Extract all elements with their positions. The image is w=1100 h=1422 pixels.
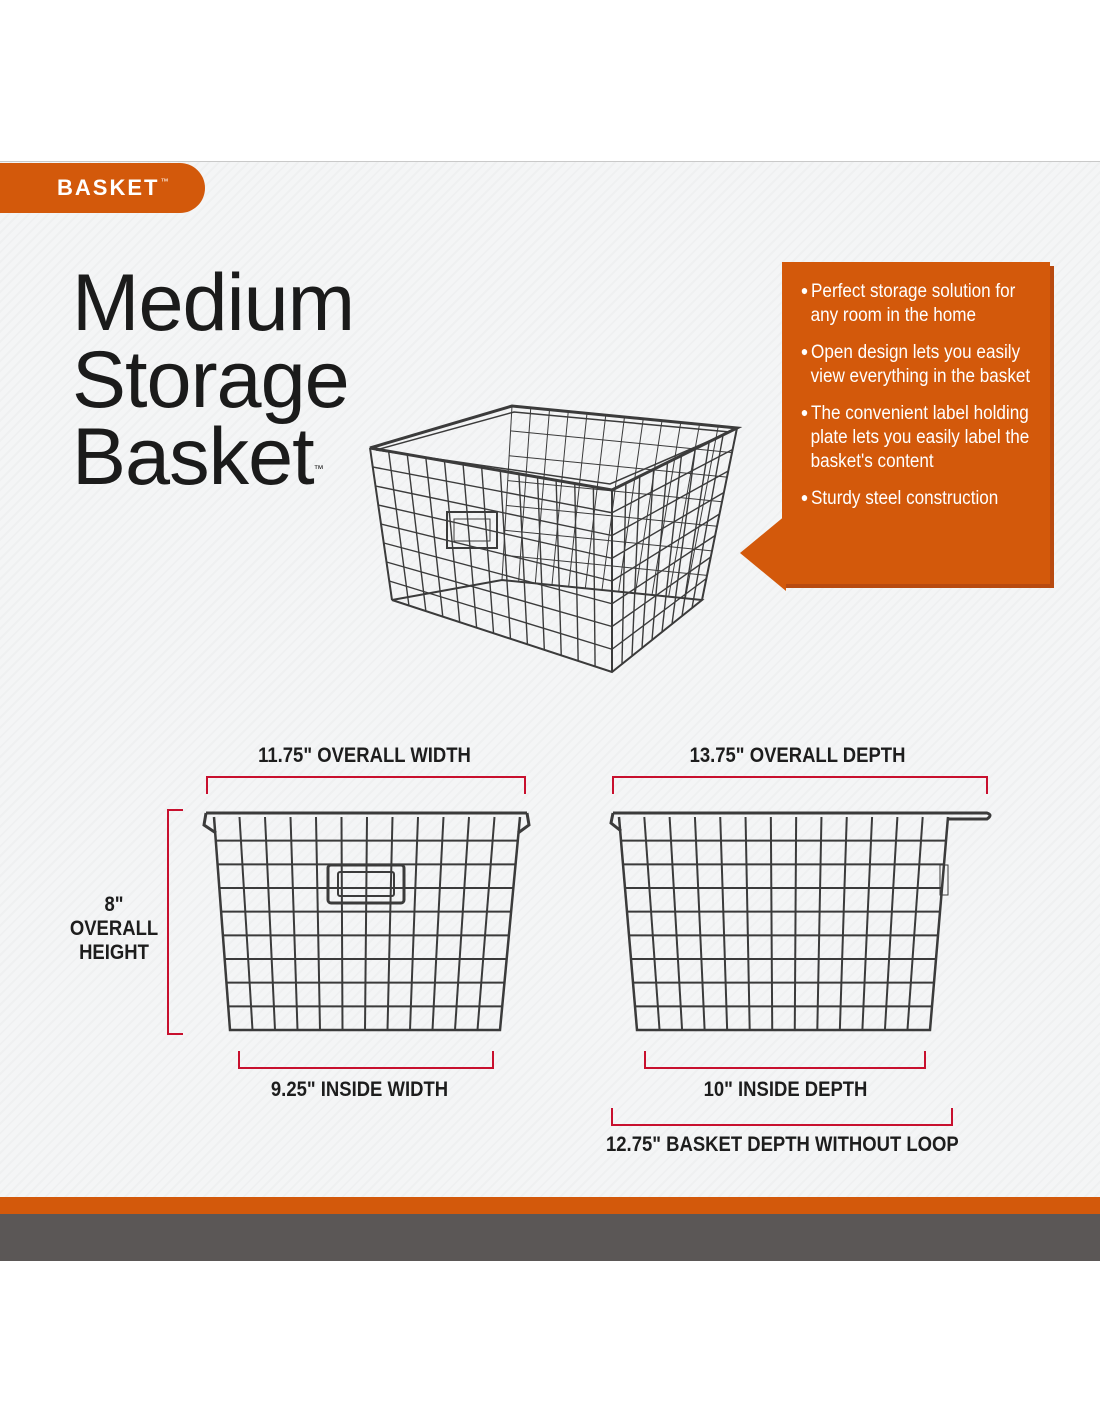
depth-without-loop-bracket: [611, 1108, 953, 1126]
inside-depth-bracket: [644, 1051, 926, 1069]
inside-width-bracket: [238, 1051, 494, 1069]
basket-side-view: [605, 805, 995, 1035]
feature-item: ● Perfect storage solution for any room in the home: [800, 281, 1016, 326]
feature-item: ● The convenient label holding plate lets you easily label the basket's content: [800, 403, 1030, 472]
basket-front-view: [200, 805, 535, 1035]
brand-trademark: ™: [160, 177, 169, 186]
brand-name: BASKET: [57, 175, 160, 200]
depth-without-loop-label: 12.75" BASKET DEPTH WITHOUT LOOP: [606, 1133, 959, 1156]
overall-depth-bracket: [612, 776, 988, 794]
feature-item: ● Open design lets you easily view everything in the basket: [800, 342, 1031, 387]
overall-width-label: 11.75" OVERALL WIDTH: [258, 744, 471, 767]
overall-height-bracket: [167, 809, 183, 1035]
features-callout: [736, 262, 1054, 588]
overall-height-label: 8" OVERALL HEIGHT: [69, 893, 159, 964]
inside-width-label: 9.25" INSIDE WIDTH: [270, 1078, 449, 1101]
overall-depth-label: 13.75" OVERALL DEPTH: [689, 744, 906, 767]
footer-bar: [0, 1214, 1100, 1261]
brand-tab: [0, 163, 205, 213]
title-line-3: Basket: [72, 412, 314, 502]
feature-item: ● Sturdy steel construction: [800, 488, 999, 509]
overall-width-bracket: [206, 776, 526, 794]
title-line-1: Medium: [72, 258, 355, 348]
product-title: [72, 258, 355, 502]
basket-perspective-illustration: [362, 400, 742, 680]
title-line-2: Storage: [72, 335, 349, 425]
feature-list: [798, 280, 1038, 524]
callout-pointer: [740, 515, 786, 591]
inside-depth-label: 10" INSIDE DEPTH: [703, 1078, 868, 1101]
footer-accent-bar: [0, 1197, 1100, 1214]
title-trademark: ™: [313, 464, 324, 475]
